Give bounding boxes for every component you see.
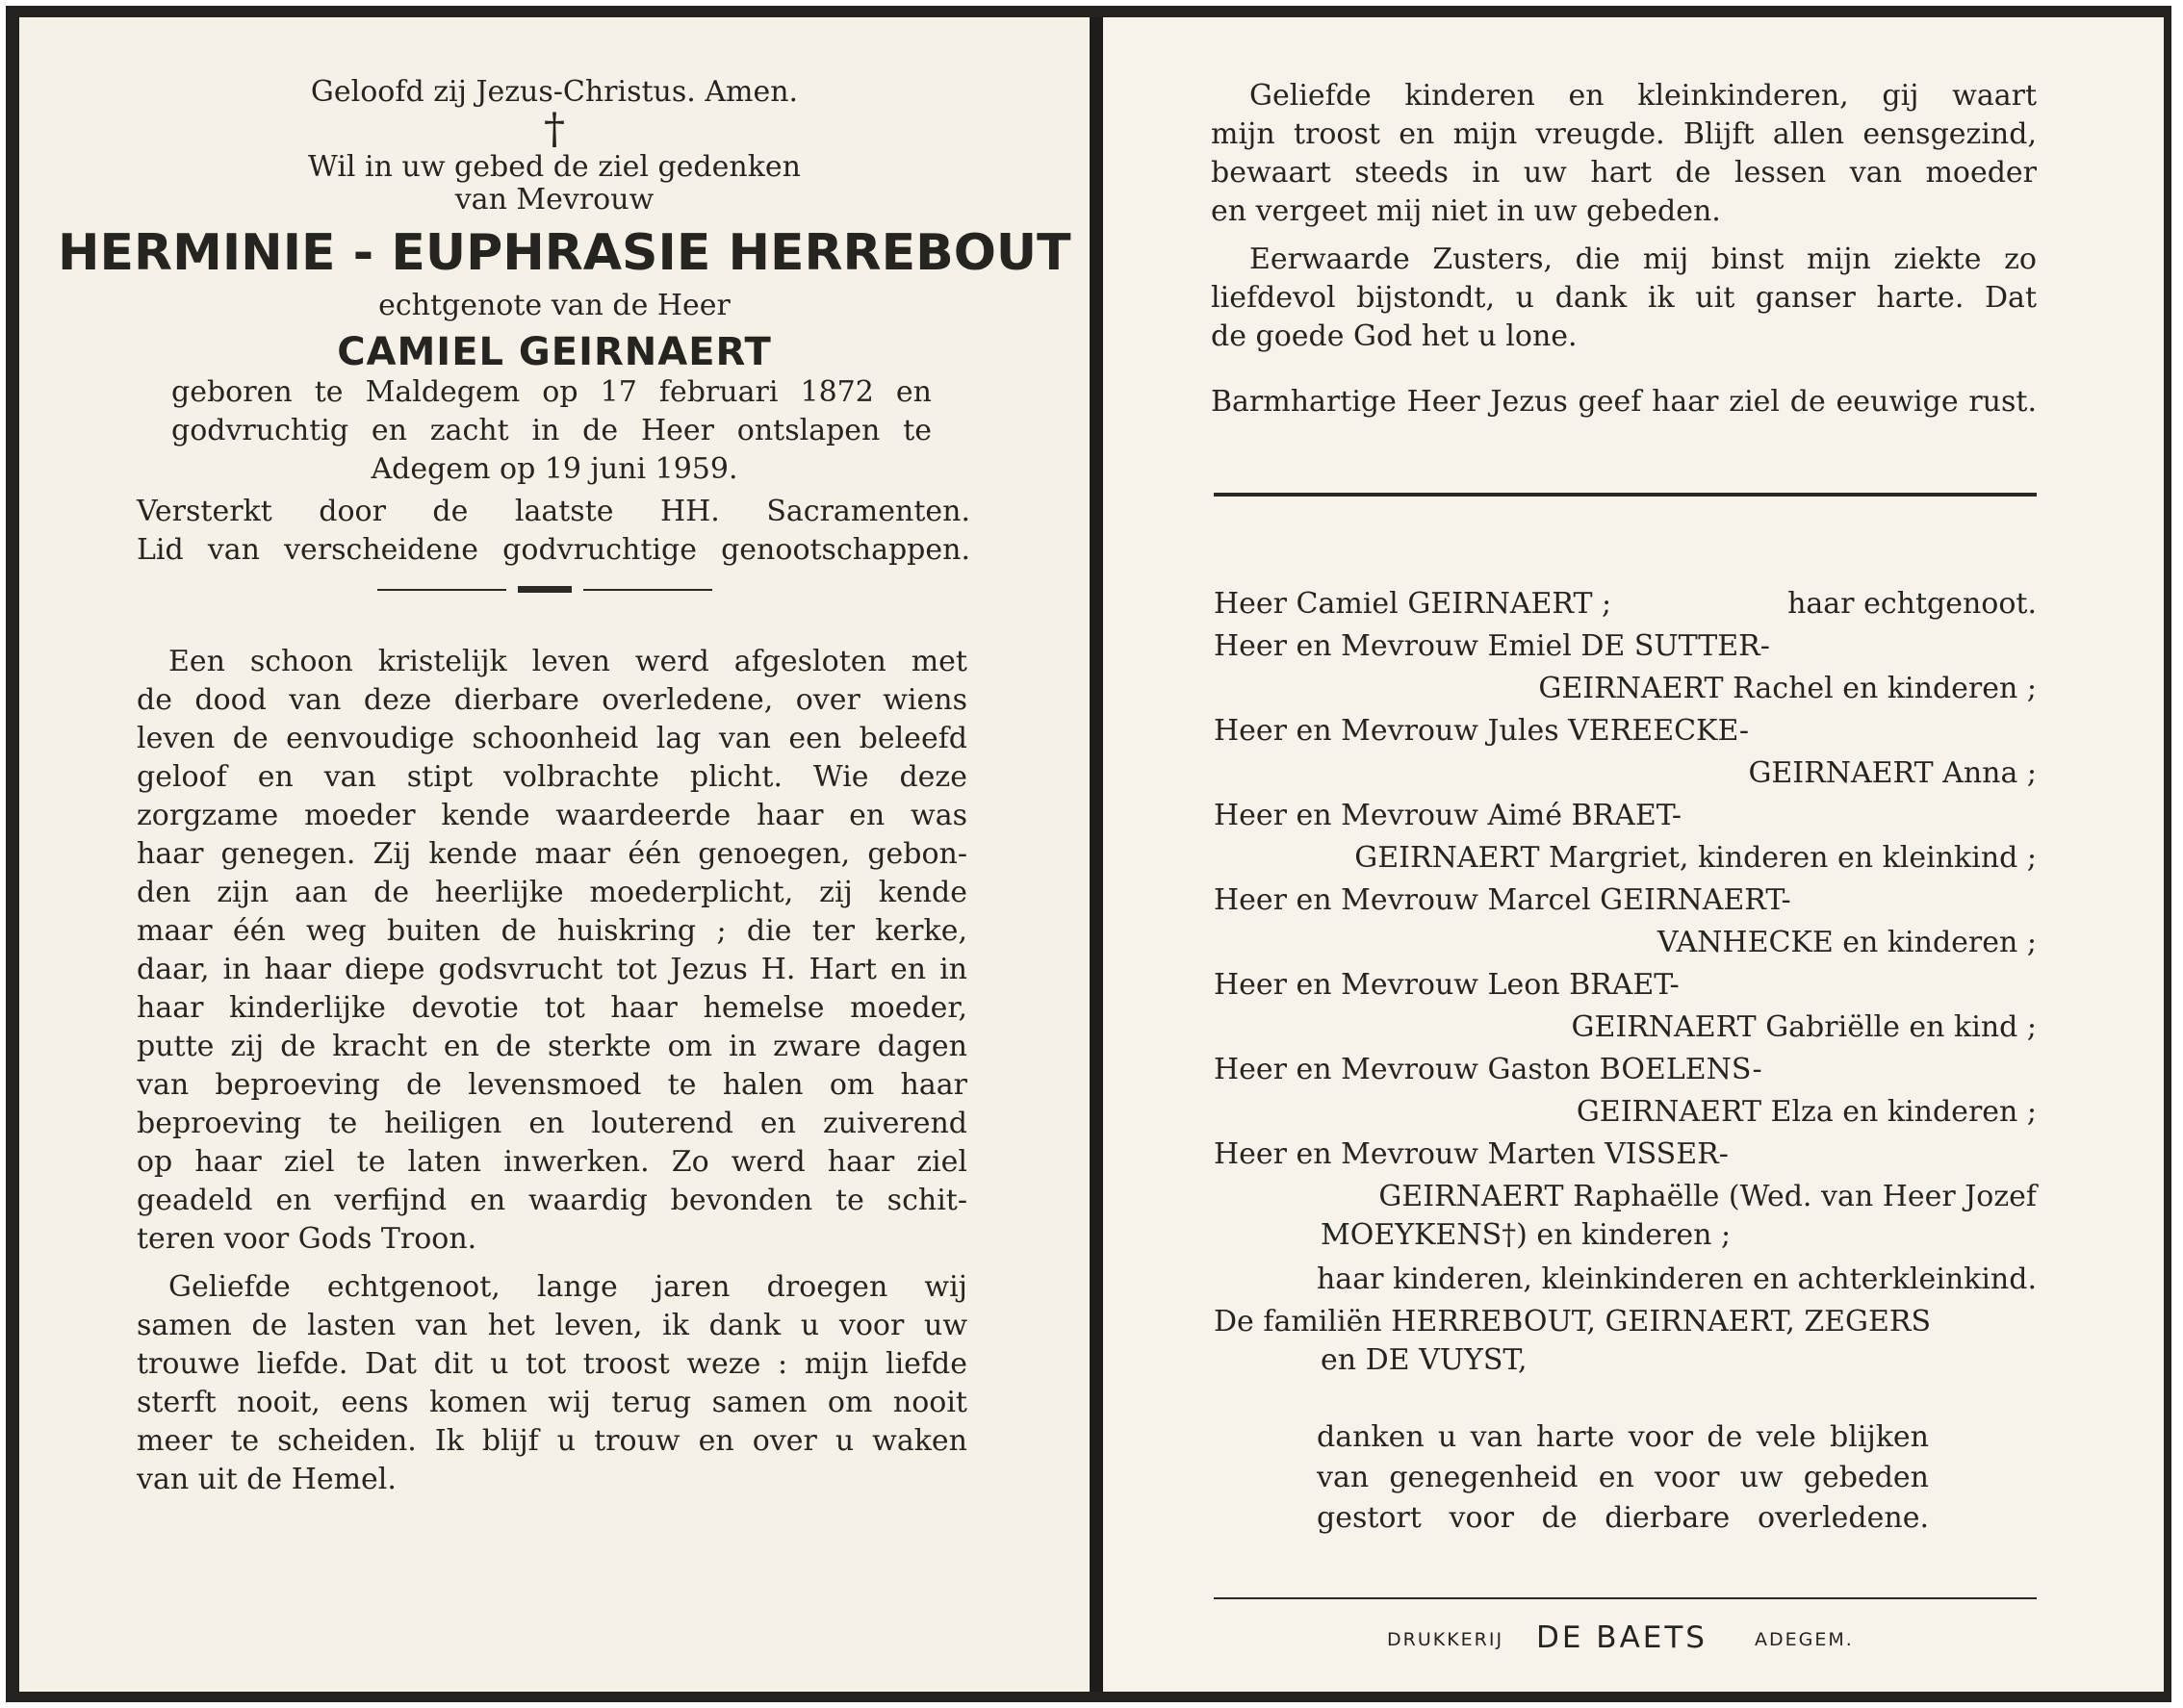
text-line: beproeving te heiligen en louterend en zuiverend: [137, 1107, 967, 1140]
family-member-line: GEIRNAERT Rachel en kinderen ;: [1538, 672, 2037, 705]
text-line: Geliefde kinderen en kleinkinderen, gij waart: [1249, 79, 2037, 113]
text-line: liefdevol bijstondt, u dank ik uit ganser harte. Dat: [1211, 281, 2037, 315]
text-line: Geliefde echtgenoot, lange jaren droegen wij: [168, 1270, 967, 1304]
header-line: Geloofd zij Jezus-Christus. Amen.: [310, 75, 799, 109]
spouse-name: CAMIEL GEIRNAERT: [337, 330, 772, 374]
text-line: Een schoon kristelijk leven werd afgesloten met: [168, 645, 967, 678]
printer-name: DE BAETS: [1536, 1620, 1708, 1655]
divider-left: [377, 589, 506, 591]
family-member-line: Heer en Mevrouw Aimé BRAET-: [1214, 799, 1682, 832]
text-line: samen de lasten van het leven, ik dank u voor uw: [137, 1309, 967, 1342]
card-fold: [1090, 17, 1103, 1692]
text-line: den zijn aan de heerlijke moederplicht, zij kende: [137, 876, 967, 909]
text-line: haar genegen. Zij kende maar één genoegen, gebon-: [137, 837, 967, 871]
text-line: de dood van deze dierbare overledene, over wiens: [137, 683, 967, 717]
deceased-name: HERMINIE - EUPHRASIE HERREBOUT: [58, 224, 1071, 282]
birth-line-1: geboren te Maldegem op 17 februari 1872 en: [171, 375, 932, 409]
section-divider: [1214, 493, 2037, 497]
family-member-line: GEIRNAERT Anna ;: [1748, 756, 2037, 790]
sacraments-line: Versterkt door de laatste HH. Sacramenten.: [137, 495, 970, 528]
text-line: van genegenheid en voor uw gebeden: [1317, 1461, 1929, 1494]
text-line: Eerwaarde Zusters, die mij binst mijn ziekte zo: [1249, 242, 2037, 276]
family-member-line: Heer en Mevrouw Gaston BOELENS-: [1214, 1053, 1762, 1086]
families-line-1: De familiën HERREBOUT, GEIRNAERT, ZEGERS: [1214, 1305, 1932, 1338]
family-member-line: Heer en Mevrouw Jules VEREECKE-: [1214, 714, 1750, 748]
family-member-line: GEIRNAERT Elza en kinderen ;: [1576, 1095, 2037, 1129]
family-member-line: Heer en Mevrouw Emiel DE SUTTER-: [1214, 629, 1770, 663]
spouse-intro: echtgenote van de Heer: [378, 289, 731, 322]
family-member-line: Heer en Mevrouw Marten VISSER-: [1214, 1137, 1729, 1171]
text-line: gestort voor de dierbare overledene.: [1317, 1501, 1929, 1535]
text-line: daar, in haar diepe godsvrucht tot Jezus H. Hart en in: [137, 953, 967, 986]
text-line: de goede God het u lone.: [1211, 319, 1578, 353]
descendants-line: haar kinderen, kleinkinderen en achterkleinkind.: [1316, 1262, 2037, 1296]
birth-line-3: Adegem op 19 juni 1959.: [371, 452, 738, 486]
divider-right: [583, 589, 712, 591]
family-member-line: Heer en Mevrouw Leon BRAET-: [1214, 968, 1680, 1002]
family-member-line: Heer Camiel GEIRNAERT ;: [1214, 587, 1612, 621]
text-line: mijn troost en mijn vreugde. Blijft allen eensgezind,: [1211, 117, 2037, 151]
footer-divider: [1214, 1597, 2037, 1599]
text-line: sterft nooit, eens komen wij terug samen om nooit: [137, 1386, 967, 1419]
intro-line-2: van Mevrouw: [454, 183, 655, 217]
family-member-line: MOEYKENS†) en kinderen ;: [1321, 1218, 1732, 1252]
text-line: geloof en van stipt volbrachte plicht. Wie deze: [137, 760, 967, 794]
text-line: haar kinderlijke devotie tot haar hemelse moeder,: [137, 991, 967, 1025]
cross-icon: †: [544, 105, 565, 154]
text-line: meer te scheiden. Ik blijf u trouw en over u waken: [137, 1424, 967, 1458]
text-line: op haar ziel te laten inwerken. Zo werd haar ziel: [137, 1145, 967, 1179]
intro-line-1: Wil in uw gebed de ziel gedenken: [308, 150, 801, 184]
printer-label: DRUKKERIJ: [1387, 1629, 1504, 1650]
birth-line-2: godvruchtig en zacht in de Heer ontslapen te: [171, 414, 932, 447]
divider-center: [518, 586, 572, 593]
memorial-card: [6, 6, 2171, 1702]
family-member-line: haar echtgenoot.: [1787, 587, 2037, 621]
text-line: trouwe liefde. Dat dit u tot troost weze : mijn liefde: [137, 1347, 967, 1381]
text-line: maar één weg buiten de huiskring ; die ter kerke,: [137, 914, 967, 948]
printer-city: ADEGEM.: [1755, 1629, 1854, 1650]
family-member-line: GEIRNAERT Raphaëlle (Wed. van Heer Jozef: [1378, 1180, 2037, 1213]
text-line: teren voor Gods Troon.: [137, 1222, 477, 1256]
text-line: van beproeving de levensmoed te halen om haar: [137, 1068, 967, 1102]
family-member-line: GEIRNAERT Gabriëlle en kind ;: [1571, 1010, 2037, 1044]
text-line: leven de eenvoudige schoonheid lag van een beleefd: [137, 722, 967, 755]
right-page: [1103, 17, 2164, 1692]
text-line: van uit de Hemel.: [137, 1463, 397, 1496]
text-line: bewaart steeds in uw hart de lessen van moeder: [1211, 156, 2037, 190]
family-member-line: VANHECKE en kinderen ;: [1657, 926, 2037, 959]
text-line: en vergeet mij niet in uw gebeden.: [1211, 194, 1721, 228]
family-member-line: GEIRNAERT Margriet, kinderen en kleinkind ;: [1354, 841, 2037, 875]
text-line: putte zij de kracht en de sterkte om in zware dagen: [137, 1030, 967, 1063]
families-line-2: en DE VUYST,: [1321, 1343, 1528, 1377]
text-line: geadeld en verfijnd en waardig bevonden te schit-: [137, 1184, 967, 1217]
family-member-line: Heer en Mevrouw Marcel GEIRNAERT-: [1214, 883, 1791, 917]
text-line: danken u van harte voor de vele blijken: [1317, 1420, 1929, 1454]
left-page: [19, 17, 1090, 1692]
text-line: zorgzame moeder kende waardeerde haar en was: [137, 799, 967, 832]
prayer-line: Barmhartige Heer Jezus geef haar ziel de eeuwige rust.: [1211, 385, 2037, 419]
membership-line: Lid van verscheidene godvruchtige genootschappen.: [137, 533, 970, 567]
